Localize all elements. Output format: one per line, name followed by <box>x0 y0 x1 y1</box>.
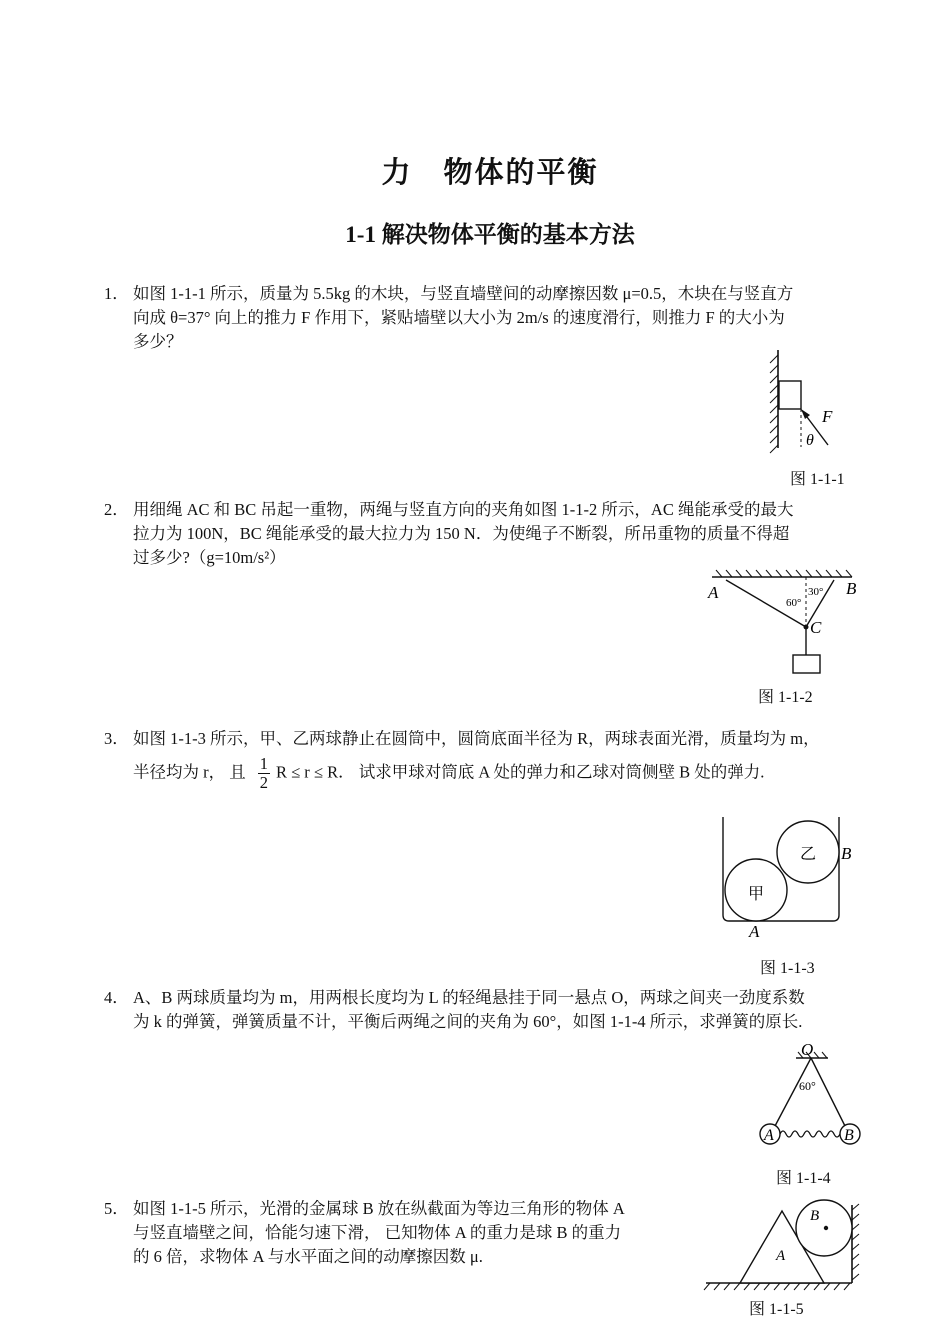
figure-caption: 图 1-1-5 <box>749 1301 804 1318</box>
question-number: 5． <box>104 1199 129 1218</box>
figure-1-1-1 <box>760 345 850 455</box>
label-b: B <box>841 844 852 863</box>
angle-label: 60° <box>799 1079 816 1093</box>
question-number: 2． <box>104 500 129 519</box>
label-a: A <box>749 922 760 941</box>
question-text-line: R ≤ r ≤ R． 试求甲球对筒底 A 处的弹力和乙球对筒侧壁 B 处的弹力. <box>276 762 765 782</box>
ball-yi-label: 乙 <box>800 846 817 863</box>
label-a: A <box>776 1248 786 1264</box>
question-5 <box>104 1197 664 1269</box>
question-text-line: 如图 1-1-1 所示，质量为 5.5kg 的木块，与竖直墙壁间的动摩擦因数 μ=0.5，木块在与竖直方 <box>133 284 794 303</box>
label-b: B <box>844 1127 854 1144</box>
question-text-line: 多少？ <box>133 332 183 351</box>
question-text-line: A、B 两球质量均为 m，用两根长度均为 L 的轻绳悬挂于同一悬点 O，两球之间夹一劲度系数 <box>133 988 805 1007</box>
angle-right-label: 30° <box>808 586 824 598</box>
figure-caption: 图 1-1-4 <box>776 1170 831 1187</box>
figure-1-1-5 <box>700 1200 870 1295</box>
question-4 <box>104 986 876 1034</box>
question-text-line: 如图 1-1-3 所示，甲、乙两球静止在圆筒中，圆筒底面半径为 R，两球表面光滑，质量均为 m， <box>133 729 820 748</box>
figure-caption: 图 1-1-3 <box>760 960 815 977</box>
question-text-line: 与竖直墙壁之间，恰能匀速下滑， 已知物体 A 的重力是球 B 的重力 <box>133 1223 622 1242</box>
question-text-line: 拉力为 100N，BC 绳能承受的最大拉力为 150 N．为使绳子不断裂，所吊重物的质量不得超 <box>133 524 790 543</box>
label-b: B <box>810 1208 820 1224</box>
question-text-line: 向成 θ=37° 向上的推力 F 作用下，紧贴墙壁以大小为 2m/s 的速度滑行，则推力 F 的大小为 <box>133 308 785 327</box>
question-text-line: 为 k 的弹簧，弹簧质量不计，平衡后两绳之间的夹角为 60°，如图 1-1-4 所示，求弹簧的原长. <box>133 1012 803 1031</box>
force-label: F <box>822 407 833 426</box>
figure-1-1-4 <box>750 1040 870 1150</box>
angle-left-label: 60° <box>786 597 802 609</box>
question-text-line: 过多少?（g=10m/s²） <box>133 548 286 567</box>
angle-label: θ <box>806 432 814 449</box>
label-a: A <box>764 1127 774 1144</box>
figure-1-1-3 <box>715 815 855 945</box>
question-1 <box>104 282 876 354</box>
figure-caption: 图 1-1-2 <box>758 689 813 706</box>
question-2 <box>104 498 876 570</box>
label-a: A <box>708 583 719 602</box>
figure-caption: 图 1-1-1 <box>790 471 845 488</box>
question-number: 1． <box>104 284 129 303</box>
question-text-line: 半径均为 r， 且 <box>133 762 246 782</box>
page-title: 力 物体的平衡 <box>381 157 599 189</box>
label-o: O <box>801 1040 814 1059</box>
label-b: B <box>846 579 857 598</box>
question-text-line: 用细绳 AC 和 BC 吊起一重物，两绳与竖直方向的夹角如图 1-1-2 所示，AC 绳能承受的最大 <box>133 500 794 519</box>
section-title: 1-1 解决物体平衡的基本方法 <box>345 222 635 247</box>
question-number: 4． <box>104 988 129 1007</box>
ball-jia-label: 甲 <box>748 886 765 903</box>
question-number: 3． <box>104 729 129 748</box>
figure-1-1-2 <box>700 568 860 680</box>
label-c: C <box>810 618 822 637</box>
fraction: $\frac{1}{2}$ <box>259 754 268 792</box>
question-text-line: 的 6 倍，求物体 A 与水平面之间的动摩擦因数 μ. <box>133 1247 483 1266</box>
question-3 <box>104 727 876 792</box>
question-text-line: 如图 1-1-5 所示，光滑的金属球 B 放在纵截面为等边三角形的物体 A <box>133 1199 625 1218</box>
